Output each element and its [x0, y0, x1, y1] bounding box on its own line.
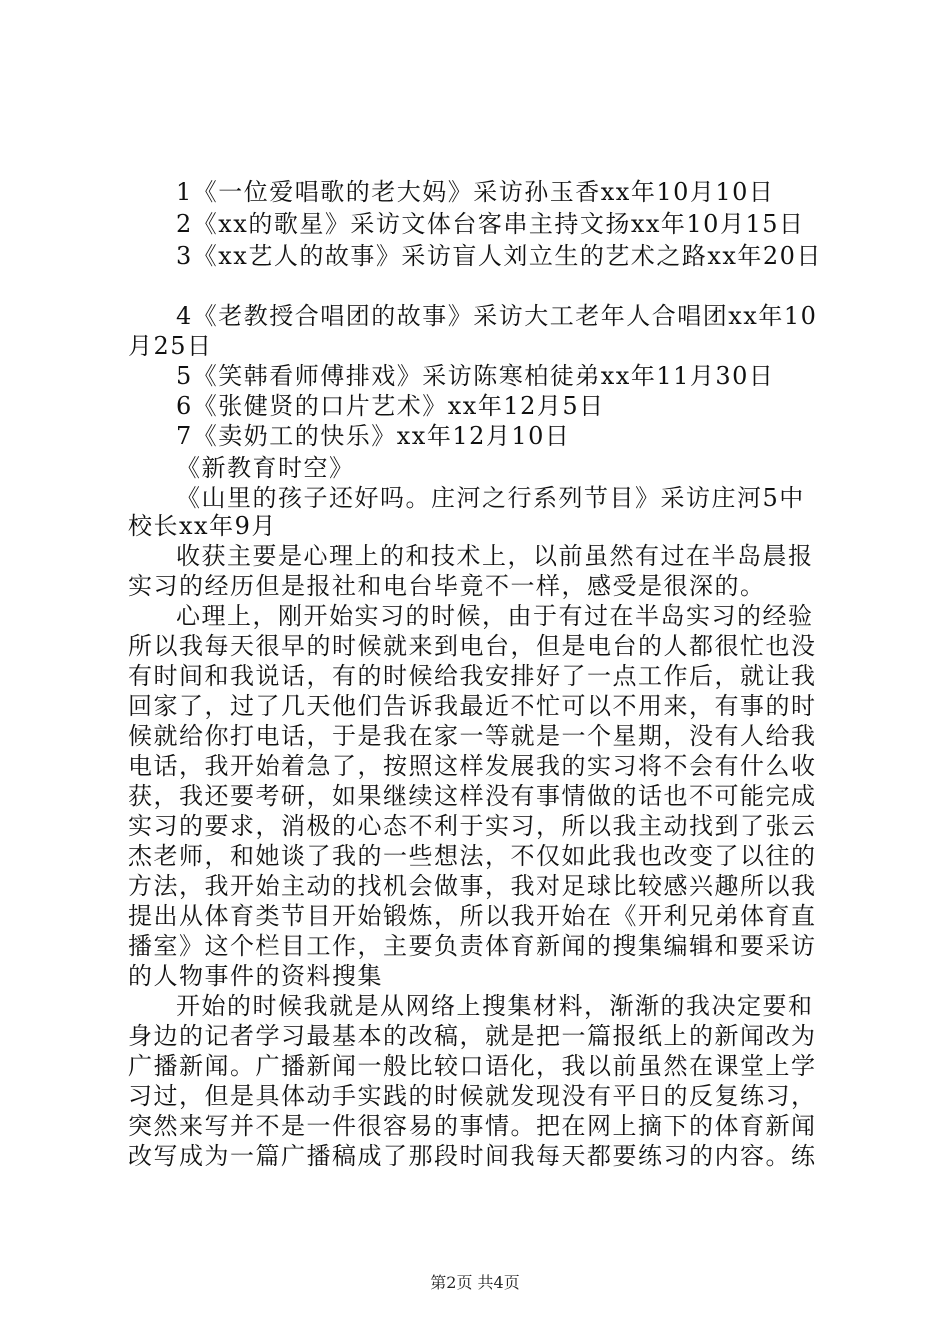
text-line: 收获主要是心理上的和技术上，以前虽然有过在半岛晨报	[176, 542, 814, 570]
text-line: 所以我每天很早的时候就来到电台，但是电台的人都很忙也没	[128, 632, 817, 660]
text-line: 3《xx艺人的故事》采访盲人刘立生的艺术之路xx年20日	[176, 242, 822, 270]
text-line: 习过，但是具体动手实践的时候就发现没有平日的反复练习，	[128, 1082, 817, 1110]
text-line: 改写成为一篇广播稿成了那段时间我每天都要练习的内容。练	[128, 1142, 817, 1170]
text-line: 有时间和我说话，有的时候给我安排好了一点工作后，就让我	[128, 662, 817, 690]
text-line: 4《老教授合唱团的故事》采访大工老年人合唱团xx年10	[176, 302, 818, 330]
text-line: 电话，我开始着急了，按照这样发展我的实习将不会有什么收	[128, 752, 817, 780]
text-line: 实习的要求，消极的心态不利于实习，所以我主动找到了张云	[128, 812, 817, 840]
text-line: 广播新闻。广播新闻一般比较口语化，我以前虽然在课堂上学	[128, 1052, 817, 1080]
text-line: 心理上，刚开始实习的时候，由于有过在半岛实习的经验	[176, 602, 814, 630]
text-line: 月25日	[128, 332, 213, 360]
text-line: 6《张健贤的口片艺术》xx年12月5日	[176, 392, 605, 420]
text-line: 校长xx年9月	[128, 512, 277, 540]
text-line: 开始的时候我就是从网络上搜集材料，渐渐的我决定要和	[176, 992, 814, 1020]
page-number: 第2页 共4页	[430, 1273, 520, 1292]
text-line: 提出从体育类节目开始锻炼，所以我开始在《开利兄弟体育直	[128, 902, 817, 930]
text-line: 杰老师，和她谈了我的一些想法，不仅如此我也改变了以往的	[128, 842, 817, 870]
text-line: 实习的经历但是报社和电台毕竟不一样，感受是很深的。	[128, 572, 766, 600]
text-line: 《山里的孩子还好吗。庄河之行系列节目》采访庄河5中	[176, 484, 805, 512]
text-line: 播室》这个栏目工作，主要负责体育新闻的搜集编辑和要采访	[128, 932, 817, 960]
text-line: 2《xx的歌星》采访文体台客串主持文扬xx年10月15日	[176, 210, 805, 238]
text-line: 7《卖奶工的快乐》xx年12月10日	[176, 422, 571, 450]
text-line: 《新教育时空》	[176, 454, 355, 482]
text-line: 的人物事件的资料搜集	[128, 962, 383, 990]
text-line: 获，我还要考研，如果继续这样没有事情做的话也不可能完成	[128, 782, 817, 810]
text-line: 身边的记者学习最基本的改稿，就是把一篇报纸上的新闻改为	[128, 1022, 817, 1050]
text-line: 5《笑韩看师傅排戏》采访陈寒柏徒弟xx年11月30日	[176, 362, 775, 390]
text-line: 突然来写并不是一件很容易的事情。把在网上摘下的体育新闻	[128, 1112, 817, 1140]
text-line: 候就给你打电话，于是我在家一等就是一个星期，没有人给我	[128, 722, 817, 750]
text-line: 回家了，过了几天他们告诉我最近不忙可以不用来，有事的时	[128, 692, 817, 720]
text-line: 1《一位爱唱歌的老大妈》采访孙玉香xx年10月10日	[176, 178, 775, 206]
text-line: 方法，我开始主动的找机会做事，我对足球比较感兴趣所以我	[128, 872, 817, 900]
